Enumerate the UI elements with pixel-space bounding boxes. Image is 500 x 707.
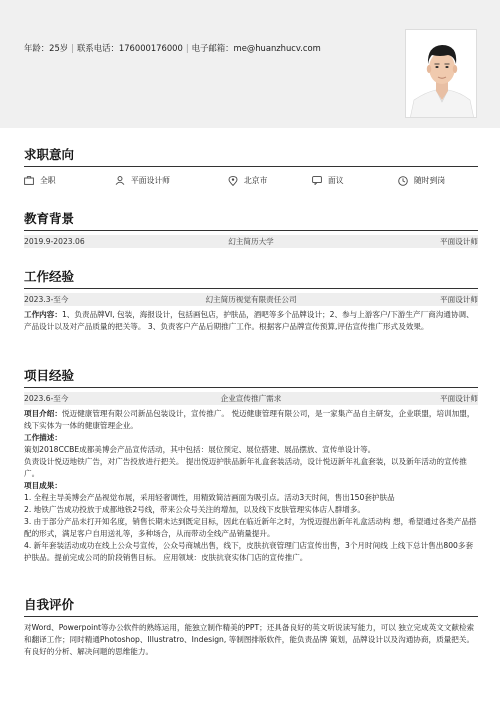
profile-photo (405, 29, 477, 118)
project-desc (24, 432, 478, 480)
chat-icon (312, 176, 322, 185)
intent-salary-text: 面议 (328, 176, 344, 186)
self-eval-text: 对Word、Powerpoint等办公软件的熟练运用，能独立制作精美的PPT；还具备良好的英文听说读写能力，可以 独立完成英文文献检索和翻译工作；同时精通Photoshop、Illustratro、Indesign, 等制图排版软件，能负责品牌 策划，品牌设计以及沟通协商，质量把关。有良好的分析、解决问题的思维能力。 (24, 623, 475, 657)
project-role: 平面设计师 (440, 394, 478, 404)
project-result-line: 3. 由于部分产品未打开知名度，销售长期未达到既定目标，因此在临近新年之时，为悦迈提出新年礼盒活动构 想，希望通过各类产品搭配的形式，满足客户自用送礼等，多种场合，从而带动全线产品销量提升。 (24, 517, 477, 539)
section-divider (24, 230, 478, 231)
education-school: 幻主简历大学 (228, 237, 274, 247)
briefcase-icon (24, 176, 34, 185)
education-section (24, 210, 478, 248)
job-intention-section (24, 146, 478, 186)
work-content-text: 1、负责品牌VI, 包装，海报设计，包括画包店，护肤品，酒吧等多个品牌设计；2、参与上游客户/下游生产厂商沟通协调、产品设计以及对产品质量的把关等。 3、负责客户产品后期推广工作。根据客户品牌宣传预算,评估宣传推广形式及效果。 (24, 310, 474, 332)
intent-row (24, 175, 478, 186)
project-result (24, 480, 478, 564)
intent-salary (312, 175, 398, 186)
project-section (24, 367, 478, 564)
education-bar (24, 235, 478, 248)
project-intro-label: 项目介绍： (24, 409, 62, 419)
email-text: 电子邮箱：me@huanzhucv.com (191, 43, 321, 53)
intent-type-text: 全职 (40, 176, 56, 186)
header-band (0, 0, 500, 128)
project-result-line: 4. 新年套装活动成功在线上公众号宣传，公众号商城出售，线下，皮肤抗衰管理门店宣传出售，3个月时间线 上线下总计售出800多套护肤品。提前完成公司的阶段销售目标。 应用领域：皮肤抗衰实体门店的宣传推广。 (24, 541, 474, 563)
work-content-label: 工作内容： (24, 310, 62, 320)
section-title: 工作经验 (24, 269, 75, 284)
project-bar (24, 392, 478, 405)
section-divider (24, 288, 478, 289)
project-name: 企业宣传推广需求 (220, 394, 282, 404)
intent-city-text: 北京市 (244, 176, 268, 186)
intent-city (228, 175, 312, 186)
intent-availability-text: 随时到岗 (414, 176, 446, 186)
intent-type (24, 175, 115, 186)
project-result-line: 1. 全程主导美博会产品视觉布展，采用轻奢调性，用精致简洁画面为吸引点。活动3天时间，售出150套护肤品 (24, 493, 395, 503)
work-bar (24, 293, 478, 306)
education-period: 2019.9-2023.06 (24, 237, 85, 247)
work-section (24, 268, 478, 333)
intent-position (115, 175, 228, 186)
education-major: 平面设计师 (440, 237, 478, 247)
self-eval-section (24, 596, 478, 658)
project-result-line: 2. 地铁广告成功投放于成都地铁2号线，带来公众号关注的增加，以及线下皮肤管理实体店人群增多。 (24, 505, 366, 515)
project-intro-text: 悦迈健康管理有限公司新品包装设计，宣传推广。 悦迈健康管理有限公司，是一家集产品自主研发，企业联盟，培训加盟，线下实体为一体的健康管理企业。 (24, 409, 475, 431)
work-role: 平面设计师 (440, 295, 478, 305)
person-icon (115, 176, 125, 185)
phone-text: 联系电话：176000176000 (77, 43, 183, 53)
section-divider (24, 387, 478, 388)
location-icon (228, 176, 238, 186)
work-company: 幻主简历视觉有限责任公司 (205, 295, 297, 305)
project-result-label: 项目成果： (24, 481, 62, 491)
intent-availability (398, 175, 445, 186)
work-period: 2023.3-至今 (24, 295, 69, 305)
age-text: 年龄：25岁 (24, 43, 69, 53)
section-divider (24, 166, 478, 167)
project-desc-line: 策划2018CCBE成都美博会产品宣传活动，其中包括：展位预定、展位搭建、展品摆放、宣传单设计等。 (24, 445, 376, 455)
section-title: 求职意向 (24, 147, 75, 162)
project-desc-line: 负责设计悦迈地铁广告，对广告投放进行把关。 提出悦迈护肤品新年礼盒套装活动，设计悦迈新年礼盒套装，以及新年活动的宣传推广。 (24, 457, 467, 479)
contact-line: 年龄：25岁 | 联系电话：176000176000 | 电子邮箱：me@huanzhucv.com (24, 43, 321, 53)
project-desc-label: 工作描述： (24, 433, 62, 443)
work-content (24, 309, 478, 333)
section-divider (24, 616, 478, 617)
project-period: 2023.6-至今 (24, 394, 69, 404)
clock-icon (398, 176, 408, 186)
section-title: 教育背景 (24, 211, 75, 226)
section-title: 自我评价 (24, 597, 75, 612)
intent-position-text: 平面设计师 (131, 176, 170, 186)
project-intro (24, 408, 478, 432)
section-title: 项目经验 (24, 368, 75, 383)
